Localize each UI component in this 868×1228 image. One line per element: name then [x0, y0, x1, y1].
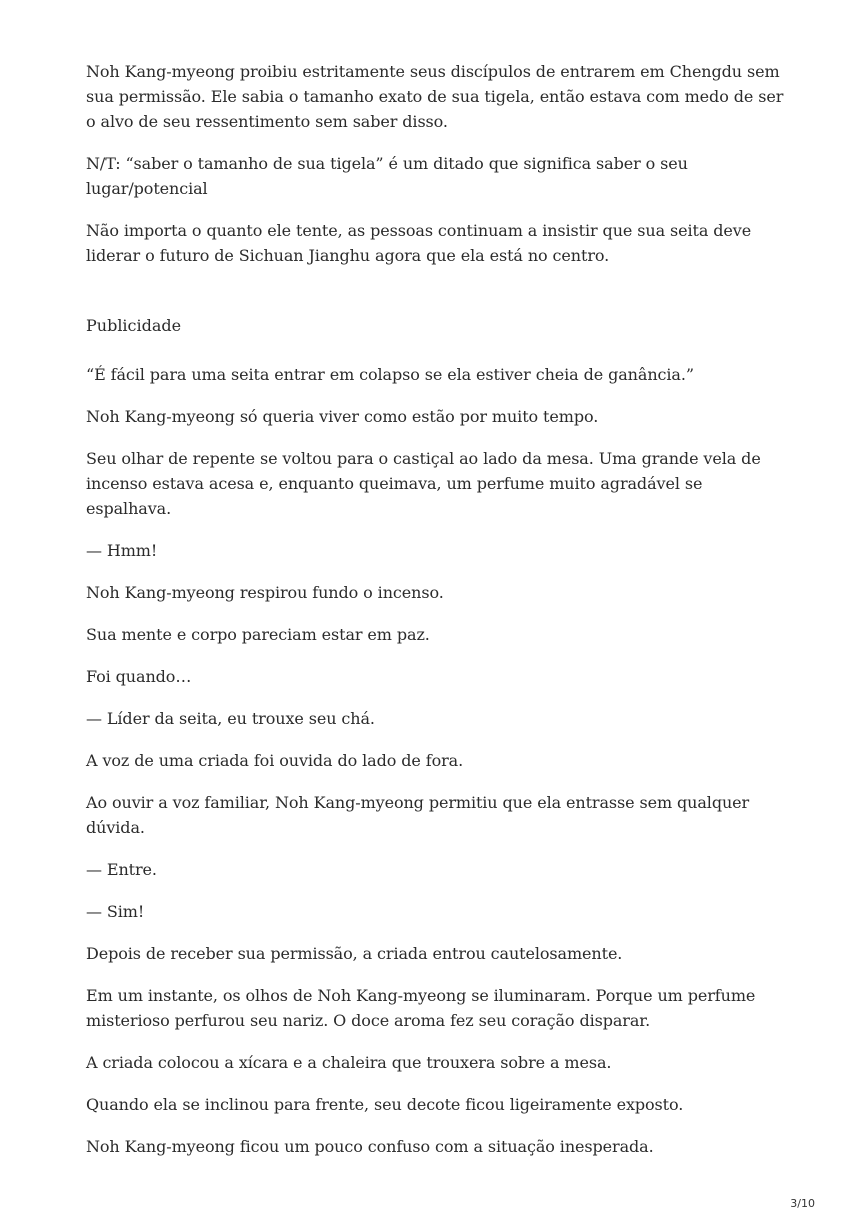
paragraph: Depois de receber sua permissão, a criada entrou cautelosamente. — [86, 944, 623, 963]
translator-note: N/T: “saber o tamanho de sua tigela” é um ditado que significa saber o seu lugar/potencial — [86, 154, 688, 198]
paragraph: Ao ouvir a voz familiar, Noh Kang-myeong permitiu que ela entrasse sem qualquer dúvida. — [86, 793, 750, 837]
paragraph: Foi quando… — [86, 667, 192, 686]
paragraph: “É fácil para uma seita entrar em colapso se ela estiver cheia de ganância.” — [86, 365, 694, 384]
paragraph: Noh Kang-myeong proibiu estritamente seus discípulos de entrarem em Chengdu sem sua permissão. Ele sabia o tamanho exato de sua tigela, então estava com medo de ser o alvo de seu ressentimento sem saber disso. — [86, 62, 784, 131]
paragraph: Seu olhar de repente se voltou para o castiçal ao lado da mesa. Uma grande vela de incenso estava acesa e, enquanto queimava, um perfume muito agradável se espalhava. — [86, 449, 761, 518]
paragraph: Noh Kang-myeong só queria viver como estão por muito tempo. — [86, 407, 599, 426]
paragraph: Noh Kang-myeong ficou um pouco confuso com a situação inesperada. — [86, 1137, 654, 1156]
paragraph: Noh Kang-myeong respirou fundo o incenso. — [86, 583, 444, 602]
dialogue-line: — Hmm! — [86, 541, 158, 560]
paragraph: Sua mente e corpo pareciam estar em paz. — [86, 625, 430, 644]
paragraph: A criada colocou a xícara e a chaleira que trouxera sobre a mesa. — [86, 1053, 612, 1072]
dialogue-line: — Sim! — [86, 902, 145, 921]
dialogue-line: — Entre. — [86, 860, 157, 879]
document-body — [86, 59, 786, 1176]
advertisement-label: Publicidade — [86, 316, 182, 335]
paragraph: Em um instante, os olhos de Noh Kang-myeong se iluminaram. Porque um perfume misterioso perfurou seu nariz. O doce aroma fez seu coração disparar. — [86, 986, 756, 1030]
paragraph: A voz de uma criada foi ouvida do lado de fora. — [86, 751, 464, 770]
paragraph: Não importa o quanto ele tente, as pessoas continuam a insistir que sua seita deve liderar o futuro de Sichuan Jianghu agora que ela está no centro. — [86, 221, 752, 265]
paragraph: Quando ela se inclinou para frente, seu decote ficou ligeiramente exposto. — [86, 1095, 684, 1114]
dialogue-line: — Líder da seita, eu trouxe seu chá. — [86, 709, 375, 728]
page-number: 3/10 — [790, 1197, 815, 1210]
